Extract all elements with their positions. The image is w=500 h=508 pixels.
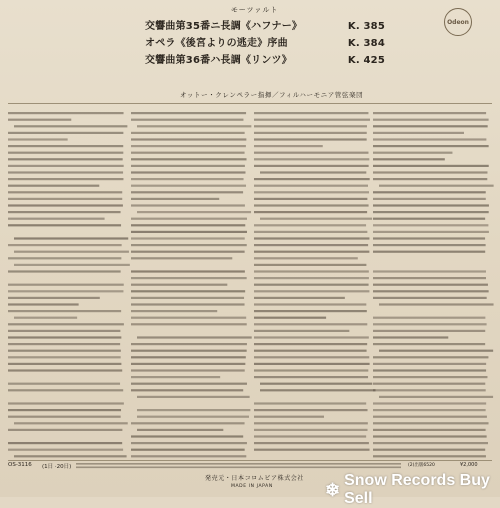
text-line [373,119,489,121]
text-line [373,290,489,292]
text-line [254,224,366,226]
text-line [8,257,121,259]
text-line [131,152,245,154]
text-line [8,171,123,173]
text-line [131,369,245,371]
liner-notes-column-2 [131,109,251,457]
text-line [373,204,489,206]
text-line [260,389,376,391]
work-item [145,35,385,52]
text-line [254,132,367,134]
text-line [373,191,486,193]
watermark [325,472,500,508]
text-line [254,402,366,404]
text-line [373,429,486,431]
text-line [8,132,123,134]
text-line [373,455,486,457]
text-line [373,442,488,444]
text-line [254,191,369,193]
text-line [131,231,247,233]
work-item [145,18,385,35]
work-title: 交響曲第36番ハ長調《リンツ》 [145,55,292,66]
text-line [14,125,127,127]
text-line [14,317,77,319]
text-line [131,284,227,286]
text-line [373,389,486,391]
text-line [8,416,121,418]
text-line [254,251,369,253]
work-catalog: K. 384 [347,38,385,49]
text-line [254,356,369,358]
text-line [131,442,247,444]
text-line [254,152,368,154]
text-line [373,211,489,213]
text-line [8,145,123,147]
product-code: (2)出版6520 [408,463,435,468]
text-line [373,449,485,451]
text-line [373,383,485,385]
liner-notes-column-4 [373,109,493,457]
text-line [8,336,121,338]
text-line [8,198,122,200]
text-line [131,257,232,259]
text-line [131,356,246,358]
text-line [14,422,128,424]
watermark-text: Snow Records Buy Sell [344,472,490,507]
text-line [254,343,367,345]
text-line [131,317,246,319]
text-line [254,350,367,352]
liner-notes-column-3 [254,109,374,457]
text-line [8,350,121,352]
liner-notes-texture [373,109,493,457]
work-title: 交響曲第35番ニ長調《ハフナー》 [145,21,303,32]
snowflake-icon: ❄ [325,479,341,500]
text-line [131,422,245,424]
text-line [131,171,245,173]
text-line [254,264,366,266]
text-line [131,198,219,200]
text-line [373,171,487,173]
text-line [137,396,250,398]
text-line [131,112,246,114]
text-line [8,363,121,365]
text-line [254,317,326,319]
text-line [254,284,369,286]
text-line [131,178,244,180]
text-line [8,290,123,292]
text-line [8,330,120,332]
works-list [145,18,445,69]
bottom-divider [8,460,492,461]
text-line [379,303,494,305]
text-line [254,138,367,140]
text-line [131,191,243,193]
text-line [8,270,121,272]
text-line [254,323,367,325]
liner-notes-texture [131,109,251,457]
text-line [373,330,485,332]
text-line [131,350,247,352]
text-line [254,429,368,431]
composer-name: モーツァルト [231,6,279,14]
text-line [254,442,369,444]
text-line [8,343,120,345]
text-line [8,383,120,385]
text-line [137,416,249,418]
text-line [373,422,489,424]
text-line [137,409,250,411]
text-line [254,198,367,200]
text-line [373,376,487,378]
text-line [254,290,369,292]
text-line [373,138,486,140]
text-line [373,152,452,154]
text-line [254,145,323,147]
text-line [254,185,368,187]
text-line [8,284,124,286]
text-line [131,297,244,299]
text-line [8,442,122,444]
text-line [373,112,486,114]
text-line [131,224,245,226]
text-line [8,112,124,114]
text-line [8,429,122,431]
footnote-texture [76,462,406,470]
text-line [131,185,246,187]
text-line [373,165,489,167]
text-line [131,218,247,220]
work-title: オペラ《後宮よりの逃走》序曲 [145,38,288,49]
text-line [254,297,345,299]
text-line [260,218,372,220]
text-line [131,251,245,253]
top-divider [8,103,492,104]
text-line [131,119,243,121]
text-line [137,125,251,127]
text-line [8,185,99,187]
text-line [254,330,349,332]
text-line [14,264,130,266]
text-line [137,211,251,213]
text-line [8,369,122,371]
text-line [8,178,123,180]
liner-notes-texture [254,109,374,457]
text-line [373,132,464,134]
text-line [373,297,487,299]
text-line [373,336,448,338]
publisher-credit: 発売元・日本コロムビア株式会社 [205,475,305,482]
text-line [131,310,217,312]
text-line [131,303,245,305]
text-line [373,244,486,246]
text-line [260,383,372,385]
text-line [373,343,485,345]
text-line [131,449,245,451]
text-line [131,290,245,292]
text-line [373,237,485,239]
footnote-lines [76,462,406,472]
text-line [8,389,123,391]
text-line [254,435,366,437]
text-line [8,323,124,325]
text-line [131,376,220,378]
text-line [254,158,369,160]
text-line [137,429,223,431]
text-line [131,277,247,279]
text-line [131,138,246,140]
text-line [373,218,485,220]
text-line [260,171,366,173]
text-line [14,251,129,253]
text-line [8,158,123,160]
text-line [8,218,105,220]
text-line [254,363,370,365]
text-line [8,297,100,299]
liner-notes-column-1 [8,109,128,457]
text-line [131,158,247,160]
text-line [254,178,370,180]
text-line [8,402,124,404]
text-line [373,231,489,233]
text-line [373,435,487,437]
text-line [254,231,367,233]
text-line [14,237,128,239]
text-line [373,416,487,418]
text-line [131,270,245,272]
text-line [8,409,121,411]
text-line [8,449,123,451]
retail-price: ¥2,000 [460,462,478,468]
text-line [254,336,369,338]
work-catalog: K. 385 [347,21,385,32]
text-line [254,409,368,411]
text-line [131,237,245,239]
text-line [254,416,324,418]
text-line [373,270,486,272]
text-line [8,138,68,140]
text-line [131,389,243,391]
text-line [8,310,121,312]
text-line [254,270,369,272]
footnote-line [76,463,401,465]
text-line [8,119,71,121]
catalog-number: OS-3116 [8,462,32,468]
text-line [373,369,486,371]
performers-credit: オットー・クレンペラー指揮／フィルハーモニア管弦楽団 [180,91,364,99]
work-item [145,52,385,69]
text-line [131,343,247,345]
text-line [373,178,487,180]
label-logo-icon: Odeon [444,8,472,36]
text-line [131,435,243,437]
text-line [131,383,247,385]
text-line [254,369,368,371]
text-line [373,277,486,279]
text-line [254,125,367,127]
text-line [131,145,246,147]
text-line [373,323,487,325]
text-line [379,396,493,398]
text-line [254,211,367,213]
text-line [131,165,245,167]
text-line [379,350,493,352]
text-line [8,356,121,358]
text-line [379,185,494,187]
text-line [8,303,79,305]
text-line [131,132,245,134]
text-line [373,409,486,411]
text-line [373,198,486,200]
text-line [254,422,368,424]
text-line [373,145,489,147]
text-line [8,244,122,246]
text-line [254,244,368,246]
text-line [131,204,245,206]
text-line [14,455,127,457]
text-line [8,152,123,154]
text-line [254,237,369,239]
text-line [131,323,247,325]
text-line [254,303,366,305]
text-line [373,363,486,365]
text-line [8,191,122,193]
text-line [254,119,370,121]
text-line [373,125,488,127]
text-line [254,257,358,259]
price-note: (1日 ·20日) [42,464,72,470]
text-line [137,336,252,338]
text-line [131,455,246,457]
text-line [373,317,485,319]
text-line [8,211,121,213]
text-line [254,204,369,206]
text-line [254,376,368,378]
text-line [8,165,124,167]
text-line [373,158,445,160]
footnote-line [76,467,401,469]
text-line [254,277,369,279]
text-line [373,402,486,404]
text-line [373,356,488,358]
text-line [373,251,485,253]
text-line [254,165,369,167]
text-line [254,112,368,114]
text-line [8,204,123,206]
text-line [373,224,488,226]
text-line [373,284,488,286]
work-catalog: K. 425 [347,55,385,66]
liner-notes-texture [8,109,128,457]
text-line [131,244,247,246]
made-in-label: MADE IN JAPAN [231,484,273,489]
text-line [254,449,370,451]
text-line [254,310,367,312]
text-line [8,224,121,226]
text-line [131,363,245,365]
